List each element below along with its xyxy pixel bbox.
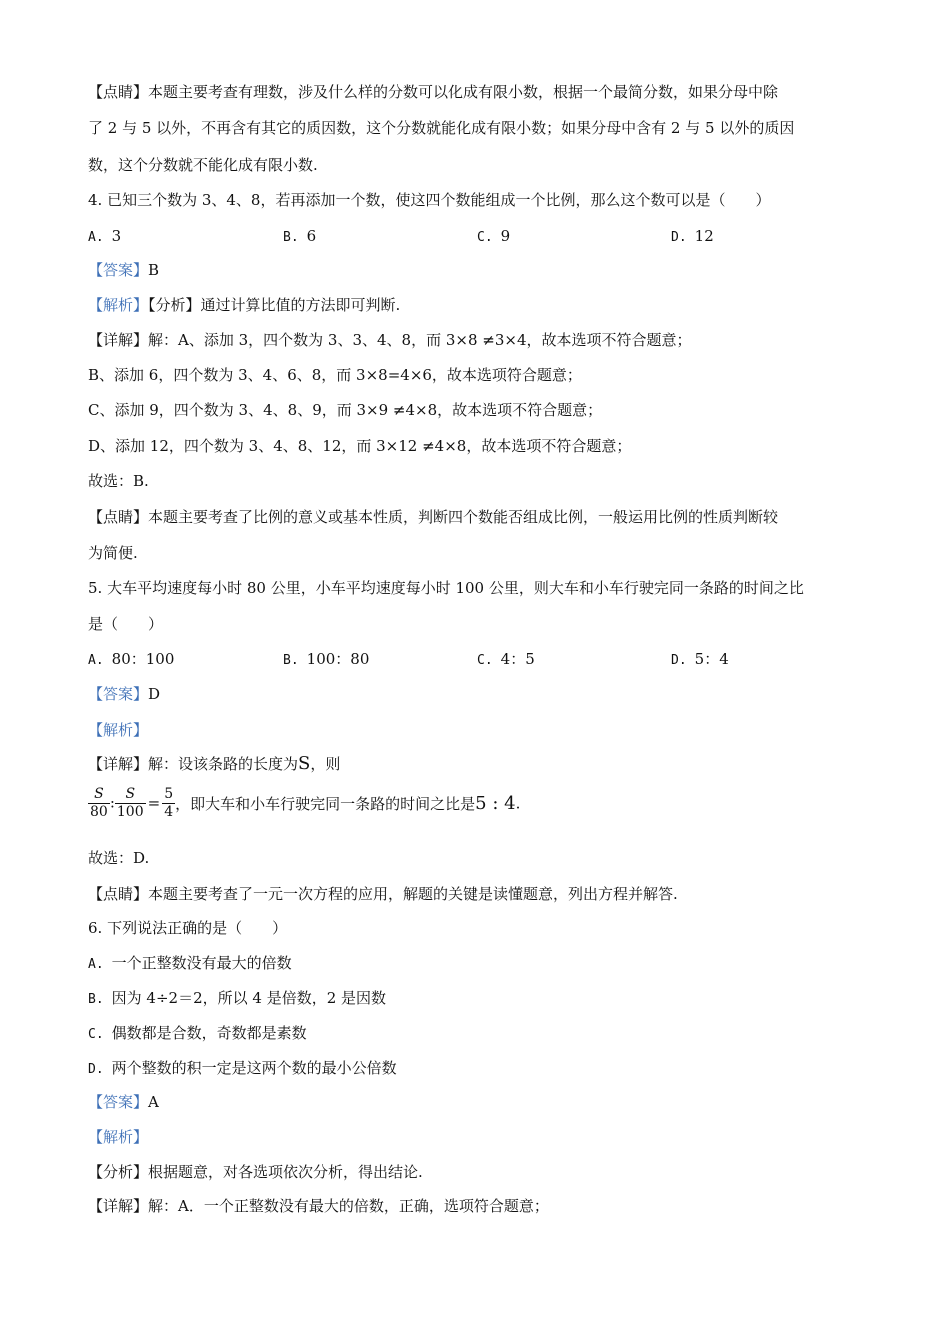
- q6-analysis-text: 【分析】根据题意，对各选项依次分析，得出结论.: [88, 1163, 423, 1181]
- q5-detail-1: 【详解】解：设该条路的长度为S，则: [88, 753, 341, 774]
- fraction-5-over-4: $\frac{5}{4}$: [164, 786, 174, 820]
- q4-detail-2: B、添加 6，四个数为 3、4、6、8，而 3×8=4×6，故本选项符合题意；: [88, 366, 582, 384]
- q6-detail-1: 【详解】解：A．一个正整数没有最大的倍数，正确，选项符合题意；: [88, 1197, 549, 1215]
- q5-analysis: 【解析】: [88, 721, 149, 739]
- q4-option-b: B. 6: [283, 227, 317, 245]
- q5-tip: 【点睛】本题主要考查了一元一次方程的应用，解题的关键是读懂题意，列出方程并解答.: [88, 885, 678, 903]
- q4-choose: 故选：B.: [88, 472, 149, 490]
- q4-option-c: C. 9: [477, 227, 511, 245]
- q6-option-c: C. 偶数都是合数，奇数都是素数: [88, 1024, 307, 1042]
- variable-s: S: [298, 753, 311, 774]
- q5-stem-line-1: 5. 大车平均速度每小时 80 公里，小车平均速度每小时 100 公里，则大车和小车行驶完同一条路的时间之比: [88, 579, 804, 597]
- q6-analysis: 【解析】: [88, 1128, 149, 1146]
- q4-detail-4: D、添加 12，四个数为 3、4、8、12，而 3×12 ≠4×8，故本选项不符合题意；: [88, 437, 632, 455]
- q4-answer: 【答案】B: [88, 261, 160, 279]
- q5-option-a: A. 80：100: [88, 650, 175, 668]
- q6-option-d: D. 两个整数的积一定是这两个数的最小公倍数: [88, 1059, 397, 1077]
- q4-tip-line-1: 【点睛】本题主要考查了比例的意义或基本性质，判断四个数能否组成比例，一般运用比例的性质判断较: [88, 508, 779, 526]
- q4-analysis: 【解析】【分析】通过计算比值的方法即可判断.: [88, 296, 401, 314]
- q6-answer: 【答案】A: [88, 1093, 159, 1111]
- q4-detail-1: 【详解】解：A、添加 3，四个数为 3、3、4、8，而 3×8 ≠3×4，故本选项不符合题意；: [88, 331, 692, 349]
- q5-option-d: D. 5：4: [671, 650, 729, 668]
- q6-option-a: A. 一个正整数没有最大的倍数: [88, 954, 292, 972]
- fraction-s-over-100: $\frac{S}{100}$: [116, 786, 144, 820]
- q5-option-b: B. 100：80: [283, 650, 370, 668]
- q5-option-c: C. 4：5: [477, 650, 535, 668]
- q3-tip-line-3: 数，这个分数就不能化成有限小数.: [88, 156, 318, 174]
- q3-tip-line-2: 了 2 与 5 以外，不再含有其它的质因数，这个分数就能化成有限小数；如果分母中含有 2 与 5 以外的质因: [88, 119, 795, 137]
- q5-answer: 【答案】D: [88, 685, 161, 703]
- q4-option-a: A. 3: [88, 227, 122, 245]
- fraction-s-over-80: $\frac{S}{80}$: [90, 786, 108, 820]
- q4-stem: 4. 已知三个数为 3、4、8，若再添加一个数，使这四个数能组成一个比例，那么这个数可以是（ ）: [88, 191, 771, 209]
- q6-stem: 6. 下列说法正确的是（ ）: [88, 919, 288, 937]
- q5-stem-line-2: 是（ ）: [88, 615, 164, 633]
- q5-choose: 故选：D.: [88, 849, 150, 867]
- q4-detail-3: C、添加 9，四个数为 3、4、8、9，而 3×9 ≠4×8，故本选项不符合题意；: [88, 401, 603, 419]
- q4-tip-line-2: 为简便.: [88, 544, 138, 562]
- q6-option-b: B. 因为 4÷2＝2，所以 4 是倍数，2 是因数: [88, 989, 387, 1007]
- q4-option-d: D. 12: [671, 227, 714, 245]
- ratio-value: 5 : 4: [475, 793, 516, 814]
- q5-equation-line: $\frac{S}{80}$ : $\frac{S}{100}$ = $\frac{5}{4}$ ，即大车和小车行驶完同一条路的时间之比是5 : 4.: [90, 786, 521, 820]
- q3-tip-line-1: 【点睛】本题主要考查有理数，涉及什么样的分数可以化成有限小数，根据一个最简分数，如果分母中除: [88, 83, 779, 101]
